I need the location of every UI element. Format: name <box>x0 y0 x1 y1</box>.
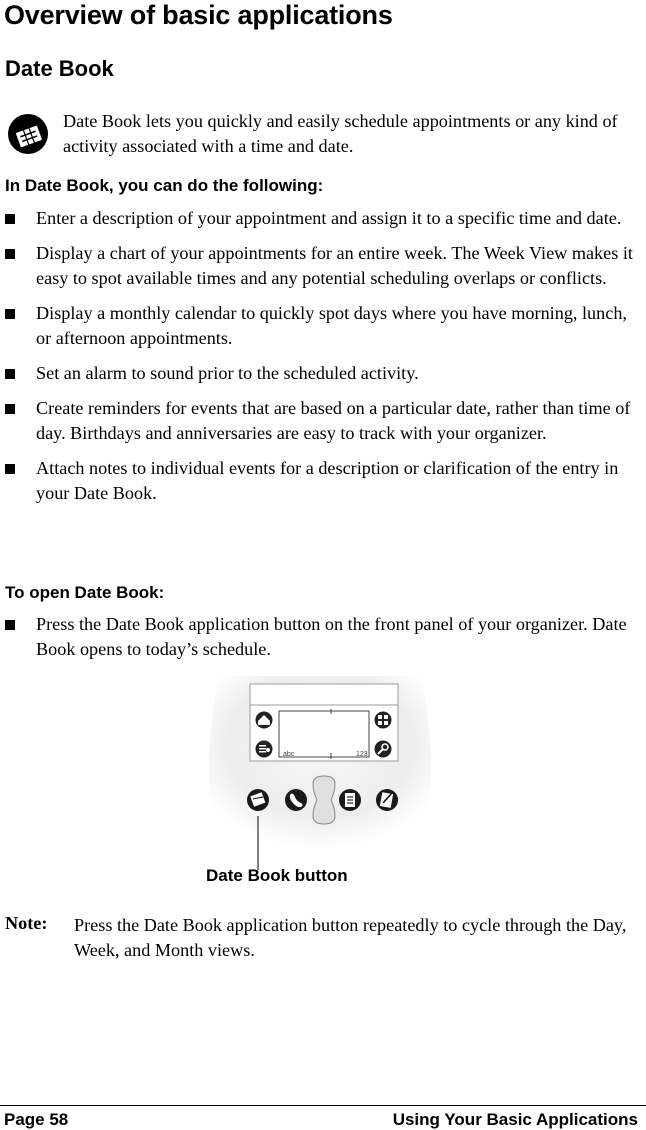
page-title: Overview of basic applications <box>4 0 393 30</box>
applications-icon[interactable] <box>375 712 392 729</box>
bullet-square-icon <box>5 620 15 630</box>
memo-button-icon[interactable] <box>376 789 398 811</box>
todo-button-icon[interactable] <box>339 789 361 811</box>
bullet-square-icon <box>5 214 15 224</box>
bullet-square-icon <box>5 464 15 474</box>
footer-divider <box>0 1105 646 1106</box>
open-steps-list <box>5 612 641 662</box>
date-book-app-icon <box>5 112 51 156</box>
section-title: Date Book <box>5 56 114 81</box>
list-item: Display a monthly calendar to quickly spot days where you have morning, lunch, or afternoon appointments. <box>5 301 641 351</box>
figure-caption: Date Book button <box>206 866 348 885</box>
device-illustration <box>200 676 440 876</box>
page-number: Page 58 <box>4 1110 69 1129</box>
features-heading: In Date Book, you can do the following: <box>5 176 324 195</box>
bullet-square-icon <box>5 309 15 319</box>
list-item: Create reminders for events that are based on a particular date, rather than time of day. Birthdays and anniversaries are easy to track with your organizer. <box>5 396 641 446</box>
bullet-square-icon <box>5 369 15 379</box>
list-item: Enter a description of your appointment and assign it to a specific time and date. <box>5 206 641 231</box>
list-item: Press the Date Book application button on the front panel of your organizer. Date Book opens to today’s schedule. <box>5 612 641 662</box>
note-text: Press the Date Book application button repeatedly to cycle through the Day, Week, and Month views. <box>74 915 627 960</box>
bullet-square-icon <box>5 404 15 414</box>
intro-paragraph: Date Book lets you quickly and easily schedule appointments or any kind of activity associated with a time and date. <box>63 111 618 156</box>
chapter-title: Using Your Basic Applications <box>392 1110 638 1129</box>
features-list <box>5 206 641 516</box>
list-item: Attach notes to individual events for a description or clarification of the entry in your Date Book. <box>5 456 641 506</box>
address-button-icon[interactable] <box>285 789 307 811</box>
find-icon[interactable] <box>375 741 392 758</box>
list-item: Set an alarm to sound prior to the scheduled activity. <box>5 361 641 386</box>
date-book-button-icon[interactable] <box>247 789 269 811</box>
open-heading: To open Date Book: <box>5 583 165 602</box>
bullet-square-icon <box>5 249 15 259</box>
home-icon[interactable] <box>256 712 273 729</box>
note-label: Note: <box>5 913 48 933</box>
list-item: Display a chart of your appointments for an entire week. The Week View makes it easy to spot available times and any potential scheduling overlaps or conflicts. <box>5 241 641 291</box>
menu-icon[interactable] <box>256 741 273 758</box>
svg-text:123: 123 <box>356 751 368 758</box>
svg-text:abc: abc <box>283 751 295 758</box>
